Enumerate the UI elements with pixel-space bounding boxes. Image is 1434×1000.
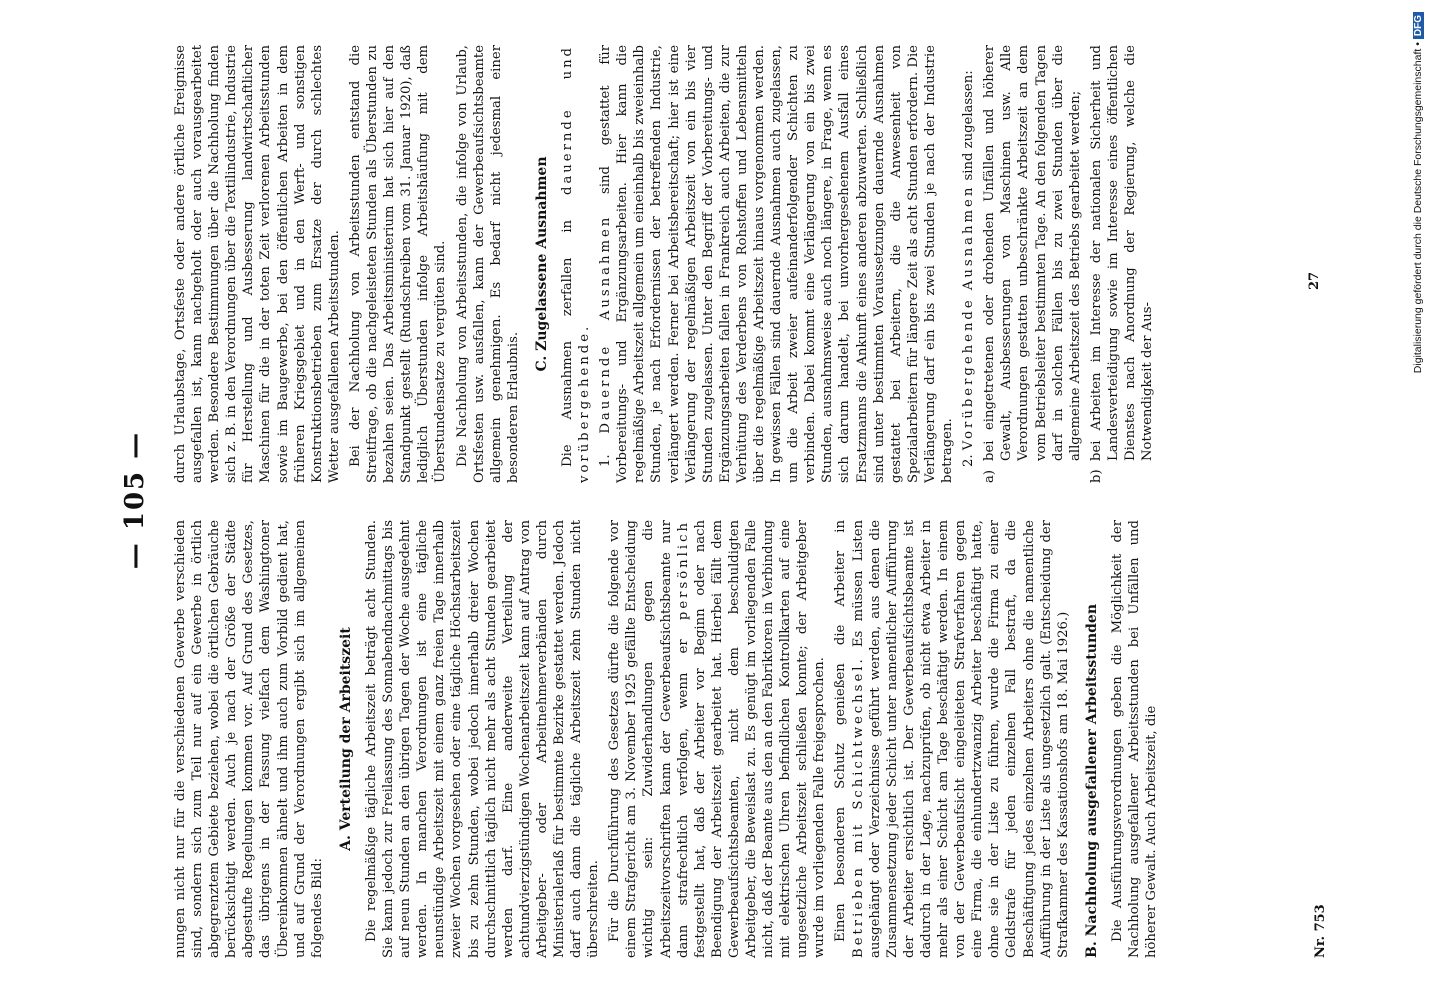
credit-text: Digitalisierung gefördert durch die Deutsche Forschungsgemeinschaft • <box>1412 42 1424 374</box>
paragraph <box>559 45 593 483</box>
document-page <box>102 20 1332 980</box>
paragraph: Die Ausführungsverordnungen geben die Möglichkeit der Nachholung ausgefallener Arbeitsstunden bei Unfällen und höherer Gewalt. Auch Arbeitszeit, die <box>1109 520 1160 958</box>
list-text: bei Arbeiten im Interesse der nationalen Sicherheit und Landesverteidigung sowie im Interesse eines öffentlichen Dienstes nach Anordnung der Regierung, welche die Notwendigkeit der Aus- <box>1088 45 1156 461</box>
list-item <box>1088 45 1156 483</box>
signature-mark: 27 <box>1307 271 1322 290</box>
text-run: Es müssen Listen ausgehängt oder Verzeichnisse geführt werden, aus denen die Zusammensetzung jeder Schicht unter namentlicher Aufführung der Arbeiter ersichtlich ist. Der Gewerbeaufsichtsbeamte ist dadurch in der Lage, nachzuprüfen, ob nicht etwa Arbeiter in mehr als einer Schicht am Tage beschäftigt werden. In einem von der Gewerbeaufsicht eingeleiteten Strafverfahren gegen eine Firma, die einhundertzwanzig Arbeiter beschäftigt hatte, ohne sie in der Liste zu führen, wurde die Firma zu einer Geldstrafe für jeden einzelnen Fall bestraft, da die Beschäftigung jedes einzelnen Arbeiters ohne die namentliche Aufführung in der Liste als ungesetzlich galt. (Entscheidung der Strafkammer des Kassationshofs am 18. Mai 1926.) <box>850 520 1071 958</box>
paragraph <box>832 520 1071 958</box>
emphasized-text: Betrieben mit Schichtwechsel. <box>850 656 866 958</box>
dfg-logo: DFG <box>1413 12 1424 39</box>
text-run: 1. <box>598 454 614 467</box>
emphasized-text: Dauernde Ausnahmen <box>598 214 614 434</box>
paragraph: Die regelmäßige tägliche Arbeitszeit beträgt acht Stunden. Sie kann jedoch zur Freilassung des Sonnabendnachmittags bis auf neun Stunden an den übrigen Tagen der Woche ausgedehnt werden. In manchen Verordnungen ist eine tägliche neunstündige Arbeitszeit mit einem ganz freien Tage innerhalb zweier Wochen vorgesehen oder eine tägliche Höchstarbeitszeit bis zu zehn Stunden, wobei jedoch innerhalb dreier Wochen durchschnittlich täglich nicht mehr als acht Stunden gearbeitet werden darf. Eine anderweite Verteilung der achtundvierzigstündigen Wochenarbeitszeit kann auf Antrag von Arbeitgeber- oder Arbeitnehmerverbänden durch Ministerialerlaß für bestimmte Bezirke gestattet werden. Jedoch darf auch dann die tägliche Arbeitszeit zehn Stunden nicht überschreiten. <box>363 520 602 958</box>
text-run: sind zugelassen: <box>961 70 977 181</box>
text-run: Für die Durchführung des Gesetzes dürfte die folgende vor einem Strafgericht am 3. November 1925 gefällte Entscheidung wichtig sein: Zuwiderhandlungen gegen die Arbeitszeitvorschriften kann der Gewerbeaufsichtsbeamte nur dann strafrechtlich verfolgen, wenn er <box>607 520 691 958</box>
paragraph: Die Nachholung von Arbeitsstunden, die infolge von Urlaub, Ortsfesten usw. ausfallen, kann der Gewerbeaufsichtsbeamte allgemein genehmigen. Es bedarf nicht jedesmal einer besonderen Erlaubnis. <box>454 45 521 483</box>
text-run: 2. <box>961 454 977 467</box>
emphasized-text: persönlich <box>675 520 691 621</box>
text-run: sind gestattet für Vorbereitungs- und Ergänzungsarbeiten. Hier kann die regelmäßige Arbeitszeit allgemein um eineinhalb bis zweieinhalb Stunden, je nach Erfordernissen der betreffenden Industrie, verlängert werden. Ferner bei Arbeitsbereitschaft; hier ist eine Verlängerung der regelmäßigen Arbeitszeit von ein bis vier Stunden zugelassen. Unter den Begriff der Vorbereitungs- und Ergänzungsarbeiten fallen in Frankreich auch Arbeiten, die zur Verhütung des Verderbens von Rohstoffen und Lebensmitteln über die regelmäßige Arbeitszeit hinaus vorgenommen werden. In gewissen Fällen sind dauernde Ausnahmen auch zugelassen, um die Arbeit zweier aufeinanderfolgender Schichten zu verbinden. Dabei kommt eine Verlängerung von ein bis zwei Stunden, ausnahmsweise auch noch längere, in Frage, wenn es sich darum handelt, bei unvorhergesehenem Ausfall eines Ersatzmanns die Ankunft eines anderen abzuwarten. Schließlich sind unter bestimmten Voraussetzungen dauernde Ausnahmen gestattet bei Arbeitern, die die Anwesenheit von Spezialarbeitern für längere Zeit als acht Stunden erfordern. Die Verlängerung darf ein bis zwei Stunden je nach der Industrie betragen. <box>598 45 956 483</box>
list-label: b) <box>1088 469 1104 483</box>
right-column <box>172 45 1160 483</box>
list-label: a) <box>982 469 998 483</box>
paragraph <box>606 520 828 958</box>
text-run: Die Ausnahmen zerfallen in <box>559 219 575 467</box>
credit-line <box>1412 12 1428 724</box>
emphasized-text: Vorübergehende Ausnahmen <box>961 184 977 451</box>
section-heading-b: B. Nachholung ausgefallener Arbeitsstunden <box>1083 604 1100 958</box>
text-run: Einen besonderen Schutz genießen die Arbeiter in <box>833 520 849 942</box>
section-heading-c: C. Zugelassene Ausnahmen <box>533 156 550 372</box>
paragraph <box>960 45 977 483</box>
page-number-heading: — 105 — <box>120 430 150 570</box>
section-heading-a: A. Verteilung der Arbeitszeit <box>337 627 354 851</box>
issue-number: Nr. 753 <box>1313 904 1328 958</box>
emphasized-text: dauernde und vorübergehende. <box>559 45 593 483</box>
paragraph: Bei der Nachholung von Arbeitsstunden entstand die Streitfrage, ob die nachgeleisteten Stunden als Überstunden zu bezahlen seien. Das Arbeitsministerium hat sich hier auf den Standpunkt gestellt (Rundschreiben vom 31. Januar 1920), daß lediglich Überstunden infolge Arbeitshäufung mit dem Überstundensatze zu vergüten sind. <box>347 45 449 483</box>
list-item <box>981 45 1084 483</box>
paragraph <box>597 45 956 483</box>
digitization-credit <box>1412 8 1428 728</box>
paragraph: nungen nicht nur für die verschiedenen Gewerbe verschieden sind, sondern sich zum Teil nur auf ein Gewerbe in örtlich abgegrenztem Gebiete beziehen, wobei die örtlichen Gebräuche berücksichtigt werden. Auch je nach der Größe der Städte abgestufte Regelungen kommen vor. Auf Grund des Gesetzes, das übrigens in der Fassung vielfach dem Washingtoner Übereinkommen ähnelt und ihm auch zum Vorbild gedient hat, und auf Grund der Verordnungen ergibt sich im allgemeinen folgendes Bild: <box>173 520 325 958</box>
paragraph: durch Urlaubstage, Ortsfeste oder andere örtliche Ereignisse ausgefallen ist, kann nachgeholt oder auch vorausgearbeitet werden. Besondere Bestimmungen über die Nachholung finden sich z. B. in den Verordnungen über die Textilindustrie, Industrie für Herstellung und Ausbesserung landwirtschaftlicher Maschinen für die in der toten Zeit verlorenen Arbeitsstunden sowie im Baugewerbe, bei den öffentlichen Arbeiten in dem früheren Kriegsgebiet und in den Werft- und sonstigen Konstruktionsbetrieben zum Ersatze der durch schlechtes Wetter ausgefallenen Arbeitsstunden. <box>173 45 342 483</box>
text-run: festgestellt hat, daß der Arbeiter vor Beginn oder nach Beendigung der Arbeitszeit gearbeitet hat. Hierbei fällt dem Gewerbeaufsichtsbeamten, nicht dem beschuldigten Arbeitgeber, die Beweislast zu. Es genügt im vorliegenden Falle nicht, daß der Beamte aus den an den Fabriktoren in Verbindung mit elektrischen Uhren befindlichen Kontrollkarten auf eine ungesetzliche Arbeitszeit schließen konnte; der Arbeitgeber wurde im vorliegenden Falle freigesprochen. <box>692 520 828 958</box>
list-text: bei eingetretenen oder drohenden Unfällen und höherer Gewalt, Ausbesserungen von Maschinen usw. Alle Verordnungen gestatten unbeschränkte Arbeitszeit an dem vom Betriebsleiter bestimmten Tage. An den folgenden Tagen darf in solchen Fällen bis zu zwei Stunden über die allgemeine Arbeitszeit des Betriebs gearbeitet werden; <box>982 45 1083 461</box>
left-column <box>172 520 1164 958</box>
